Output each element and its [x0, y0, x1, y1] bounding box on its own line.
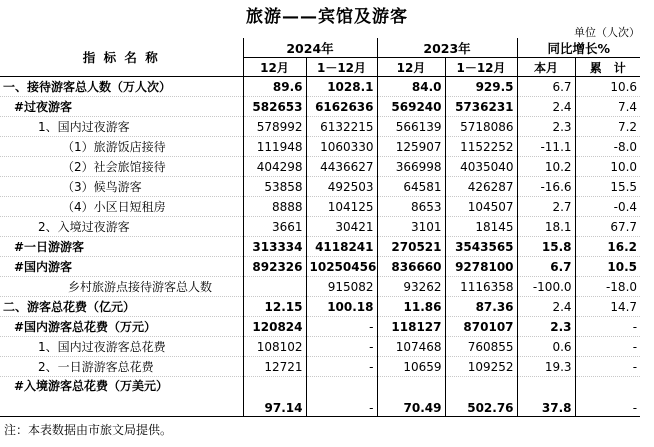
cell-2024-dec: 89.6: [243, 77, 306, 97]
cell-2023-jan-dec: 9278100: [445, 257, 517, 277]
header-2023-jan-dec: 1－12月: [445, 58, 517, 77]
cell-yoy-cumulative: -: [575, 337, 640, 357]
row-label: #入境游客总花费（万美元）: [0, 377, 243, 417]
cell-2024-jan-dec: 30421: [306, 217, 377, 237]
table-row: [0, 197, 640, 217]
table-row: [0, 357, 640, 377]
row-label: 2、入境过夜游客: [0, 217, 243, 237]
table-row: [0, 97, 640, 117]
table-row: [0, 297, 640, 317]
table-row: [0, 317, 640, 337]
cell-2024-dec: 120824: [243, 317, 306, 337]
cell-yoy-month: 2.7: [517, 197, 575, 217]
cell-2024-jan-dec: -: [306, 357, 377, 377]
cell-2023-dec: 270521: [377, 237, 445, 257]
cell-yoy-month: 2.4: [517, 97, 575, 117]
table-row: [0, 237, 640, 257]
cell-2024-dec: 12.15: [243, 297, 306, 317]
row-label: #一日游游客: [0, 237, 243, 257]
cell-2024-dec: 3661: [243, 217, 306, 237]
cell-2023-jan-dec: 104507: [445, 197, 517, 217]
cell-yoy-cumulative: 15.5: [575, 177, 640, 197]
row-label: 2、一日游游客总花费: [0, 357, 243, 377]
row-label: #过夜游客: [0, 97, 243, 117]
cell-2024-jan-dec: -: [306, 337, 377, 357]
cell-2023-jan-dec: 87.36: [445, 297, 517, 317]
table-row: [0, 77, 640, 97]
cell-2024-dec: 404298: [243, 157, 306, 177]
cell-2023-dec: 125907: [377, 137, 445, 157]
table-bottom-border: [0, 416, 640, 417]
header-2023-dec: 12月: [377, 58, 445, 77]
cell-yoy-cumulative: 7.4: [575, 97, 640, 117]
header-year-2024: 2024年: [243, 38, 377, 58]
header-indicator: 指 标 名 称: [0, 38, 243, 77]
header-2024-dec: 12月: [243, 58, 306, 77]
cell-2023-dec: 70.49: [377, 377, 445, 417]
cell-2024-jan-dec: 915082: [306, 277, 377, 297]
cell-yoy-cumulative: -: [575, 317, 640, 337]
cell-yoy-cumulative: -0.4: [575, 197, 640, 217]
row-label: #国内游客总花费（万元）: [0, 317, 243, 337]
cell-2023-dec: 93262: [377, 277, 445, 297]
cell-2023-jan-dec: 1116358: [445, 277, 517, 297]
cell-yoy-cumulative: 7.2: [575, 117, 640, 137]
cell-2023-dec: 3101: [377, 217, 445, 237]
table-row: [0, 377, 640, 417]
table-row: [0, 217, 640, 237]
cell-2024-jan-dec: 1060330: [306, 137, 377, 157]
table-row: [0, 177, 640, 197]
cell-2023-jan-dec: 18145: [445, 217, 517, 237]
cell-2024-dec: 97.14: [243, 377, 306, 417]
cell-2023-dec: 11.86: [377, 297, 445, 317]
cell-yoy-month: 10.2: [517, 157, 575, 177]
cell-2023-jan-dec: 760855: [445, 337, 517, 357]
cell-yoy-cumulative: 67.7: [575, 217, 640, 237]
cell-2023-dec: 107468: [377, 337, 445, 357]
cell-2024-jan-dec: 492503: [306, 177, 377, 197]
cell-2023-dec: 10659: [377, 357, 445, 377]
cell-yoy-month: 2.3: [517, 317, 575, 337]
cell-2023-dec: 566139: [377, 117, 445, 137]
cell-2023-dec: 366998: [377, 157, 445, 177]
cell-yoy-month: -100.0: [517, 277, 575, 297]
cell-2023-jan-dec: 870107: [445, 317, 517, 337]
cell-yoy-month: 0.6: [517, 337, 575, 357]
table-row: [0, 277, 640, 297]
cell-2024-jan-dec: 6132215: [306, 117, 377, 137]
cell-2023-dec: 836660: [377, 257, 445, 277]
cell-2023-dec: 84.0: [377, 77, 445, 97]
footnote: 注：本表数据由市旅文局提供。: [4, 423, 173, 437]
cell-2023-dec: 118127: [377, 317, 445, 337]
cell-2023-jan-dec: 3543565: [445, 237, 517, 257]
cell-2024-jan-dec: 10250456: [306, 257, 377, 277]
cell-yoy-cumulative: -18.0: [575, 277, 640, 297]
row-label: （3）候鸟游客: [0, 177, 243, 197]
cell-2024-dec: 12721: [243, 357, 306, 377]
cell-yoy-cumulative: 10.6: [575, 77, 640, 97]
cell-2023-jan-dec: 4035040: [445, 157, 517, 177]
cell-2023-jan-dec: 109252: [445, 357, 517, 377]
header-this-month: 本月: [517, 58, 575, 77]
cell-yoy-month: 6.7: [517, 257, 575, 277]
cell-yoy-cumulative: 16.2: [575, 237, 640, 257]
cell-yoy-cumulative: 10.0: [575, 157, 640, 177]
cell-2023-jan-dec: 1152252: [445, 137, 517, 157]
cell-yoy-month: -16.6: [517, 177, 575, 197]
cell-2023-jan-dec: 5736231: [445, 97, 517, 117]
header-cumulative: 累 计: [575, 58, 640, 77]
cell-2023-jan-dec: 929.5: [445, 77, 517, 97]
cell-2023-dec: 64581: [377, 177, 445, 197]
cell-2024-dec: 578992: [243, 117, 306, 137]
cell-yoy-cumulative: 14.7: [575, 297, 640, 317]
cell-2023-jan-dec: 426287: [445, 177, 517, 197]
cell-2024-dec: [243, 277, 306, 297]
cell-yoy-month: 2.4: [517, 297, 575, 317]
cell-2024-dec: 108102: [243, 337, 306, 357]
cell-2023-dec: 569240: [377, 97, 445, 117]
cell-2024-jan-dec: -: [306, 377, 377, 417]
cell-2024-jan-dec: 6162636: [306, 97, 377, 117]
cell-yoy-cumulative: 10.5: [575, 257, 640, 277]
row-label: #国内游客: [0, 257, 243, 277]
cell-yoy-month: 18.1: [517, 217, 575, 237]
table-row: [0, 117, 640, 137]
cell-yoy-month: 15.8: [517, 237, 575, 257]
row-label: 1、国内过夜游客: [0, 117, 243, 137]
cell-2024-jan-dec: 104125: [306, 197, 377, 217]
unit-label: 单位（人次）: [574, 26, 640, 39]
row-label: 二、游客总花费（亿元）: [0, 297, 243, 317]
cell-2024-dec: 53858: [243, 177, 306, 197]
cell-yoy-month: 6.7: [517, 77, 575, 97]
row-label: 乡村旅游点接待游客总人数: [0, 277, 243, 297]
header-2024-jan-dec: 1－12月: [306, 58, 377, 77]
table-row: [0, 137, 640, 157]
cell-yoy-cumulative: -: [575, 377, 640, 417]
cell-yoy-cumulative: -: [575, 357, 640, 377]
cell-2024-dec: 892326: [243, 257, 306, 277]
cell-yoy-month: -11.1: [517, 137, 575, 157]
cell-2024-dec: 582653: [243, 97, 306, 117]
cell-2024-dec: 8888: [243, 197, 306, 217]
cell-2024-jan-dec: 4118241: [306, 237, 377, 257]
table-row: [0, 257, 640, 277]
cell-yoy-cumulative: -8.0: [575, 137, 640, 157]
row-label: （4）小区日短租房: [0, 197, 243, 217]
cell-yoy-month: 19.3: [517, 357, 575, 377]
cell-2024-jan-dec: 4436627: [306, 157, 377, 177]
tourism-data-table: [0, 38, 640, 417]
cell-yoy-month: 2.3: [517, 117, 575, 137]
row-label: （1）旅游饭店接待: [0, 137, 243, 157]
cell-2023-dec: 8653: [377, 197, 445, 217]
header-year-2023: 2023年: [377, 38, 517, 58]
cell-2024-jan-dec: 100.18: [306, 297, 377, 317]
cell-2024-dec: 111948: [243, 137, 306, 157]
row-label: 一、接待游客总人数（万人次）: [0, 77, 243, 97]
header-yoy: 同比增长%: [517, 38, 640, 58]
row-label: （2）社会旅馆接待: [0, 157, 243, 177]
row-label: 1、国内过夜游客总花费: [0, 337, 243, 357]
cell-2024-dec: 313334: [243, 237, 306, 257]
cell-2023-jan-dec: 502.76: [445, 377, 517, 417]
cell-2024-jan-dec: -: [306, 317, 377, 337]
table-row: [0, 337, 640, 357]
table-row: [0, 157, 640, 177]
cell-2024-jan-dec: 1028.1: [306, 77, 377, 97]
cell-2023-jan-dec: 5718086: [445, 117, 517, 137]
cell-yoy-month: 37.8: [517, 377, 575, 417]
table-title: 旅游——宾馆及游客: [246, 7, 408, 27]
